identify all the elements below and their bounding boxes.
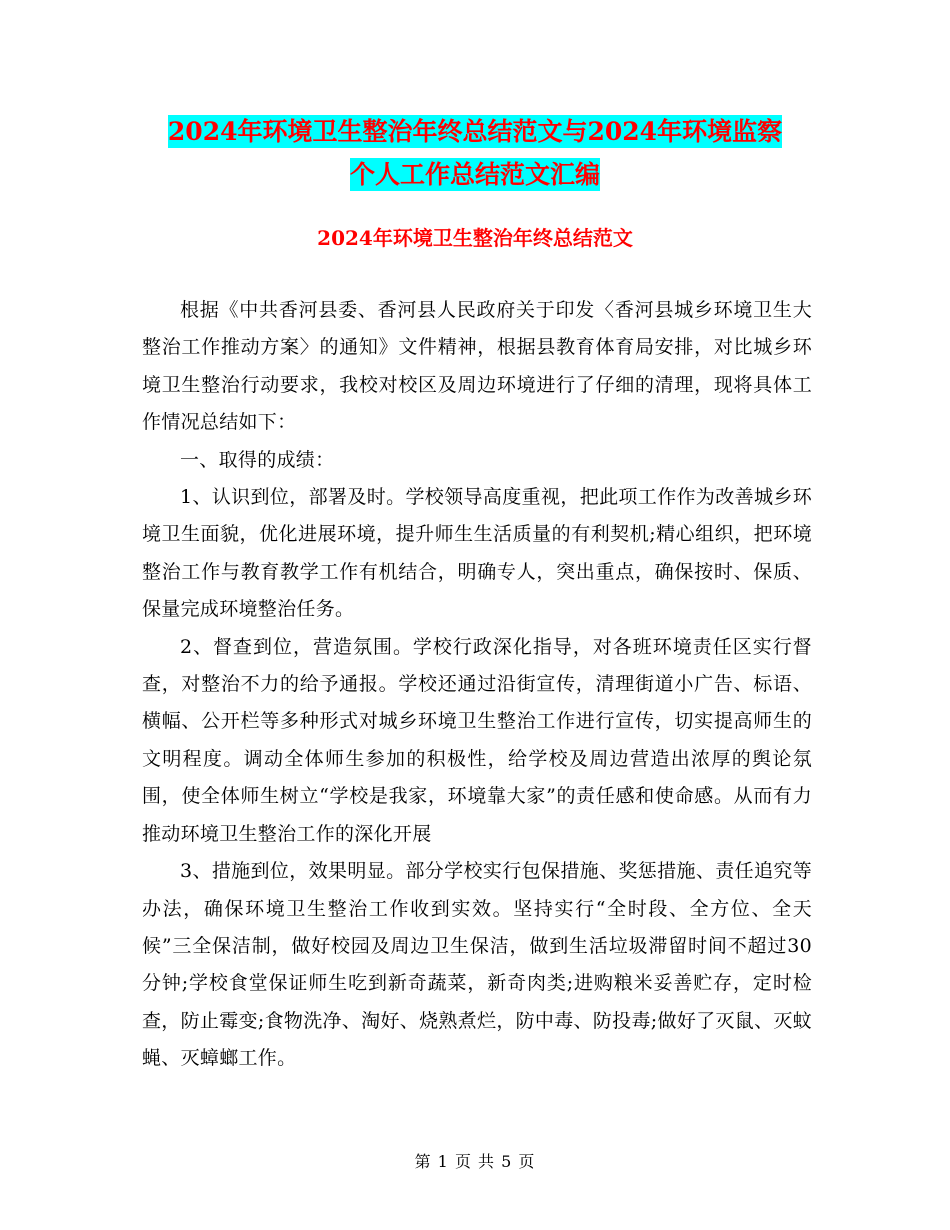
section-title: 2024年环境卫生整治年终总结范文: [317, 226, 633, 250]
document-title-line-1: [0, 112, 950, 152]
paragraph-item-3: 3、措施到位，效果明显。部分学校实行包保措施、奖惩措施、责任追究等办法，确保环境卫生整治工作收到实效。坚持实行“全时段、全方位、全天候”三全保洁制，做好校园及周边卫生保洁，做到生活垃圾滞留时间不超过30分钟;学校食堂保证师生吃到新奇蔬菜，新奇肉类;进购粮米妥善贮存，定时检查，防止霉变;食物洗净、淘好、烧熟煮烂，防中毒、防投毒;做好了灭鼠、灭蚊蝇、灭蟑螂工作。: [142, 860, 812, 1070]
page-footer: 第 1 页 共 5 页: [414, 1152, 536, 1171]
paragraph-intro: 根据《中共香河县委、香河县人民政府关于印发〈香河县城乡环境卫生大整治工作推动方案〉的通知》文件精神，根据县教育体育局安排，对比城乡环境卫生整治行动要求，我校对校区及周边环境进行了仔细的清理，现将具体工作情况总结如下：: [142, 299, 812, 434]
document-body: [142, 292, 812, 1078]
document-title-line-2-text: 个人工作总结范文汇编: [349, 160, 600, 189]
paragraph-item-2: 2、督查到位，营造氛围。学校行政深化指导，对各班环境责任区实行督查，对整治不力的给予通报。学校还通过沿街宣传，清理街道小广告、标语、横幅、公开栏等多种形式对城乡环境卫生整治工作进行宣传，切实提高师生的文明程度。调动全体师生参加的积极性，给学校及周边营造出浓厚的舆论氛围，使全体师生树立“学校是我家，环境靠大家”的责任感和使命感。从而有力推动环境卫生整治工作的深化开展: [142, 635, 812, 845]
document-title-line-1-text: 2024年环境卫生整治年终总结范文与2024年环境监察: [167, 117, 783, 146]
paragraph-heading-achievements: 一、取得的成绩：: [180, 448, 335, 471]
document-title-line-2: [0, 155, 950, 195]
paragraph-item-1: 1、认识到位，部署及时。学校领导高度重视，把此项工作作为改善城乡环境卫生面貌，优化进展环境，提升师生生活质量的有利契机;精心组织，把环境整治工作与教育教学工作有机结合，明确专人，突出重点，确保按时、保质、保量完成环境整治任务。: [142, 486, 812, 621]
